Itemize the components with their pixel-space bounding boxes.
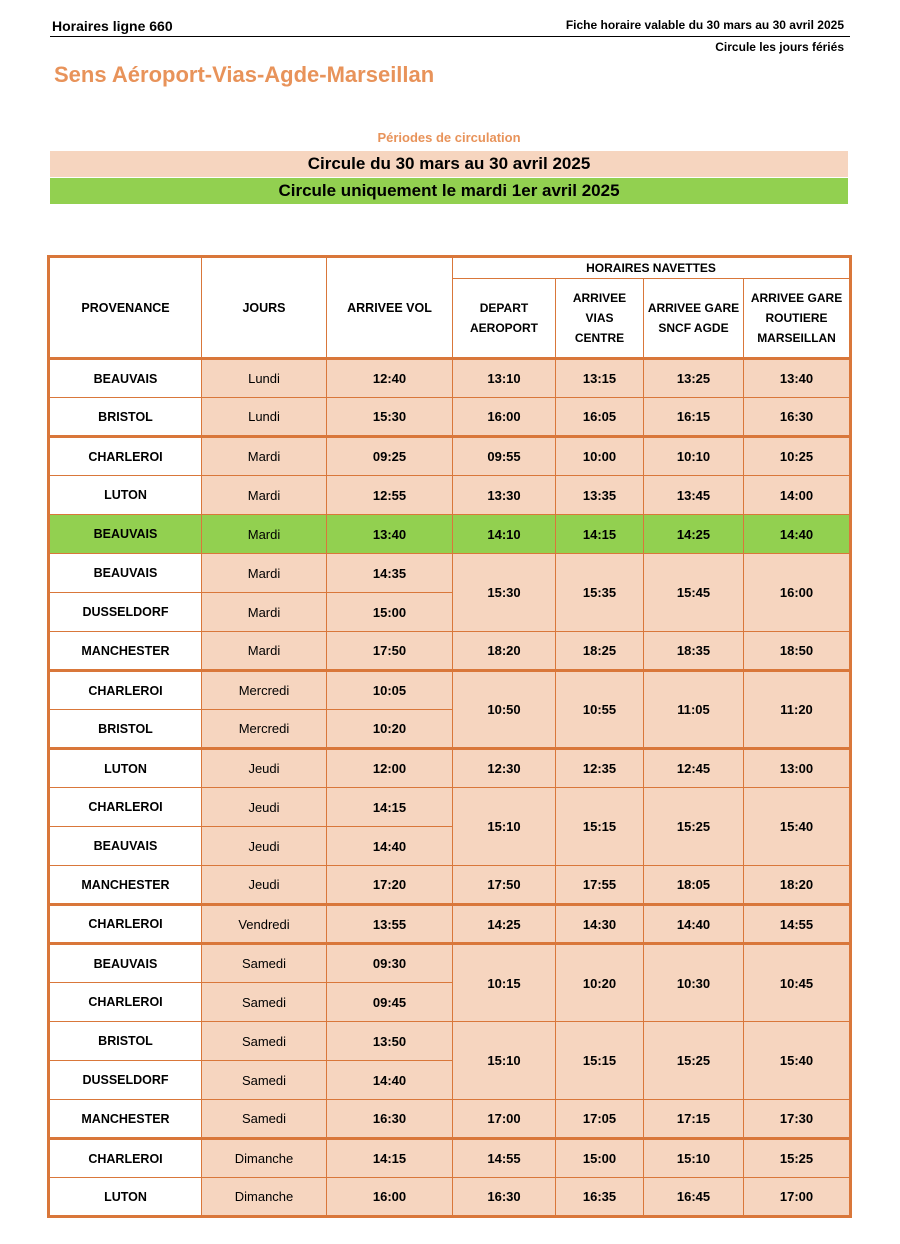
table-row [49, 476, 851, 515]
cell-arrivee-marseillan: 15:25 [744, 1139, 851, 1178]
col-header-provenance: PROVENANCE [49, 257, 202, 359]
cell-provenance: LUTON [49, 476, 202, 515]
periods-title: Périodes de circulation [377, 130, 521, 145]
cell-depart-aeroport: 17:00 [453, 1100, 556, 1139]
col-header-arrivee-agde [644, 279, 744, 359]
cell-arrivee-marseillan: 17:30 [744, 1100, 851, 1139]
cell-arrivee-vias: 10:20 [556, 944, 644, 1022]
cell-arrivee-agde: 16:15 [644, 398, 744, 437]
header-line: CENTRE [574, 331, 625, 345]
cell-arrivee-vias: 15:15 [556, 788, 644, 866]
cell-arrivee-agde: 15:45 [644, 554, 744, 632]
cell-depart-aeroport: 18:20 [453, 632, 556, 671]
col-header-arrivee-marseillan [744, 279, 851, 359]
cell-arrivee-vias: 17:05 [556, 1100, 644, 1139]
header-line: MARSEILLAN [757, 331, 836, 345]
cell-provenance: BEAUVAIS [49, 359, 202, 398]
cell-provenance: BEAUVAIS [49, 827, 202, 866]
cell-day: Dimanche [202, 1139, 327, 1178]
cell-arrivee-agde: 13:45 [644, 476, 744, 515]
cell-depart-aeroport: 16:00 [453, 398, 556, 437]
cell-arrivee-marseillan: 18:20 [744, 866, 851, 905]
cell-day: Mercredi [202, 671, 327, 710]
cell-arrivee-marseillan: 15:40 [744, 1022, 851, 1100]
table-row [49, 866, 851, 905]
cell-arrivee-agde: 16:45 [644, 1178, 744, 1217]
cell-day: Samedi [202, 1022, 327, 1061]
cell-arrivee-marseillan: 14:00 [744, 476, 851, 515]
col-group-horaires-navettes: HORAIRES NAVETTES [453, 257, 851, 279]
cell-arrivee-agde: 14:40 [644, 905, 744, 944]
holidays-note: Circule les jours fériés [715, 40, 844, 54]
cell-depart-aeroport: 13:10 [453, 359, 556, 398]
table-row [49, 944, 851, 983]
cell-day: Vendredi [202, 905, 327, 944]
cell-arrivee-agde: 14:25 [644, 515, 744, 554]
cell-arrivee-vol: 10:20 [327, 710, 453, 749]
header-line: ARRIVEE [572, 291, 627, 305]
cell-arrivee-marseillan: 13:40 [744, 359, 851, 398]
cell-provenance: BEAUVAIS [49, 515, 202, 554]
table-row [49, 359, 851, 398]
cell-arrivee-vol: 10:05 [327, 671, 453, 710]
cell-arrivee-marseillan: 17:00 [744, 1178, 851, 1217]
header-line: DEPART [479, 301, 529, 315]
cell-arrivee-vol: 12:40 [327, 359, 453, 398]
table-row [49, 437, 851, 476]
cell-arrivee-agde: 10:30 [644, 944, 744, 1022]
cell-arrivee-vol: 16:30 [327, 1100, 453, 1139]
cell-depart-aeroport: 16:30 [453, 1178, 556, 1217]
table-row-special [49, 515, 851, 554]
cell-day: Samedi [202, 983, 327, 1022]
cell-depart-aeroport: 15:10 [453, 788, 556, 866]
cell-arrivee-agde: 18:05 [644, 866, 744, 905]
cell-arrivee-agde: 18:35 [644, 632, 744, 671]
cell-provenance: BRISTOL [49, 710, 202, 749]
cell-arrivee-vol: 14:35 [327, 554, 453, 593]
col-header-arrivee-vol: ARRIVEE VOL [327, 257, 453, 359]
cell-provenance: BRISTOL [49, 398, 202, 437]
cell-provenance: CHARLEROI [49, 437, 202, 476]
cell-arrivee-vol: 09:30 [327, 944, 453, 983]
cell-day: Mardi [202, 593, 327, 632]
cell-provenance: BEAUVAIS [49, 554, 202, 593]
cell-arrivee-vol: 17:20 [327, 866, 453, 905]
cell-arrivee-marseillan: 16:00 [744, 554, 851, 632]
cell-arrivee-vol: 15:30 [327, 398, 453, 437]
validity-note: Fiche horaire valable du 30 mars au 30 avril 2025 [565, 18, 844, 32]
cell-arrivee-vol: 13:55 [327, 905, 453, 944]
cell-arrivee-vol: 15:00 [327, 593, 453, 632]
cell-depart-aeroport: 13:30 [453, 476, 556, 515]
cell-arrivee-vias: 13:35 [556, 476, 644, 515]
table-row [49, 905, 851, 944]
cell-arrivee-vol: 17:50 [327, 632, 453, 671]
cell-depart-aeroport: 14:25 [453, 905, 556, 944]
cell-arrivee-vol: 16:00 [327, 1178, 453, 1217]
table-row [49, 632, 851, 671]
cell-arrivee-vias: 14:15 [556, 515, 644, 554]
cell-arrivee-marseillan: 14:40 [744, 515, 851, 554]
cell-depart-aeroport: 15:30 [453, 554, 556, 632]
cell-provenance: DUSSELDORF [49, 593, 202, 632]
cell-arrivee-agde: 11:05 [644, 671, 744, 749]
cell-day: Mardi [202, 476, 327, 515]
cell-day: Lundi [202, 398, 327, 437]
table-row [49, 671, 851, 710]
cell-arrivee-marseillan: 10:45 [744, 944, 851, 1022]
cell-provenance: CHARLEROI [49, 788, 202, 827]
cell-arrivee-vias: 10:00 [556, 437, 644, 476]
cell-provenance: CHARLEROI [49, 1139, 202, 1178]
cell-depart-aeroport: 17:50 [453, 866, 556, 905]
cell-depart-aeroport: 10:15 [453, 944, 556, 1022]
cell-arrivee-vias: 15:15 [556, 1022, 644, 1100]
line-label: Horaires ligne 660 [52, 18, 173, 34]
table-row [49, 788, 851, 827]
cell-provenance: CHARLEROI [49, 905, 202, 944]
cell-arrivee-vias: 13:15 [556, 359, 644, 398]
cell-arrivee-vol: 09:25 [327, 437, 453, 476]
cell-day: Samedi [202, 1061, 327, 1100]
cell-arrivee-agde: 15:25 [644, 1022, 744, 1100]
cell-provenance: MANCHESTER [49, 632, 202, 671]
table-row [49, 749, 851, 788]
cell-provenance: LUTON [49, 749, 202, 788]
cell-depart-aeroport: 10:50 [453, 671, 556, 749]
header-line: AEROPORT [469, 321, 538, 335]
cell-arrivee-vol: 09:45 [327, 983, 453, 1022]
cell-arrivee-vol: 14:15 [327, 1139, 453, 1178]
cell-arrivee-vol: 13:40 [327, 515, 453, 554]
period-band-special: Circule uniquement le mardi 1er avril 2025 [50, 178, 848, 204]
cell-day: Mardi [202, 632, 327, 671]
table-row [49, 398, 851, 437]
cell-provenance: CHARLEROI [49, 983, 202, 1022]
col-header-jours: JOURS [202, 257, 327, 359]
cell-arrivee-vias: 14:30 [556, 905, 644, 944]
cell-arrivee-vias: 15:00 [556, 1139, 644, 1178]
cell-provenance: BEAUVAIS [49, 944, 202, 983]
cell-arrivee-agde: 17:15 [644, 1100, 744, 1139]
cell-provenance: MANCHESTER [49, 1100, 202, 1139]
cell-arrivee-vol: 14:15 [327, 788, 453, 827]
cell-arrivee-marseillan: 16:30 [744, 398, 851, 437]
cell-arrivee-marseillan: 13:00 [744, 749, 851, 788]
cell-arrivee-vias: 16:05 [556, 398, 644, 437]
cell-arrivee-vias: 15:35 [556, 554, 644, 632]
cell-day: Dimanche [202, 1178, 327, 1217]
cell-arrivee-vol: 13:50 [327, 1022, 453, 1061]
cell-provenance: MANCHESTER [49, 866, 202, 905]
cell-day: Samedi [202, 944, 327, 983]
cell-provenance: LUTON [49, 1178, 202, 1217]
header-line: ARRIVEE GARE [750, 291, 843, 305]
table-row [49, 1139, 851, 1178]
cell-arrivee-vol: 14:40 [327, 827, 453, 866]
schedule-table [47, 255, 852, 1218]
cell-arrivee-vias: 17:55 [556, 866, 644, 905]
cell-arrivee-vol: 12:00 [327, 749, 453, 788]
cell-arrivee-marseillan: 14:55 [744, 905, 851, 944]
table-row [49, 1178, 851, 1217]
cell-provenance: BRISTOL [49, 1022, 202, 1061]
col-header-arrivee-vias [556, 279, 644, 359]
header-line: VIAS [585, 311, 614, 325]
header-line: ROUTIERE [765, 311, 828, 325]
table-row [49, 1022, 851, 1061]
cell-depart-aeroport: 15:10 [453, 1022, 556, 1100]
cell-arrivee-agde: 15:25 [644, 788, 744, 866]
cell-arrivee-marseillan: 10:25 [744, 437, 851, 476]
cell-arrivee-marseillan: 18:50 [744, 632, 851, 671]
route-title: Sens Aéroport-Vias-Agde-Marseillan [54, 62, 435, 87]
cell-day: Mardi [202, 437, 327, 476]
cell-arrivee-agde: 15:10 [644, 1139, 744, 1178]
cell-depart-aeroport: 14:10 [453, 515, 556, 554]
cell-day: Jeudi [202, 827, 327, 866]
cell-depart-aeroport: 12:30 [453, 749, 556, 788]
cell-arrivee-agde: 12:45 [644, 749, 744, 788]
cell-day: Samedi [202, 1100, 327, 1139]
cell-day: Mardi [202, 554, 327, 593]
cell-day: Mardi [202, 515, 327, 554]
col-header-depart-aeroport [453, 279, 556, 359]
header-line: SNCF AGDE [658, 321, 729, 335]
cell-arrivee-vias: 12:35 [556, 749, 644, 788]
cell-day: Jeudi [202, 788, 327, 827]
cell-arrivee-vias: 10:55 [556, 671, 644, 749]
cell-day: Jeudi [202, 866, 327, 905]
cell-arrivee-marseillan: 15:40 [744, 788, 851, 866]
cell-depart-aeroport: 09:55 [453, 437, 556, 476]
period-band-main: Circule du 30 mars au 30 avril 2025 [50, 151, 848, 177]
table-row [49, 554, 851, 593]
cell-provenance: DUSSELDORF [49, 1061, 202, 1100]
cell-arrivee-vias: 18:25 [556, 632, 644, 671]
cell-arrivee-marseillan: 11:20 [744, 671, 851, 749]
cell-day: Lundi [202, 359, 327, 398]
cell-depart-aeroport: 14:55 [453, 1139, 556, 1178]
table-row [49, 1100, 851, 1139]
cell-arrivee-vol: 12:55 [327, 476, 453, 515]
cell-arrivee-vol: 14:40 [327, 1061, 453, 1100]
cell-arrivee-vias: 16:35 [556, 1178, 644, 1217]
cell-provenance: CHARLEROI [49, 671, 202, 710]
cell-day: Jeudi [202, 749, 327, 788]
cell-day: Mercredi [202, 710, 327, 749]
header-line: ARRIVEE GARE [647, 301, 740, 315]
cell-arrivee-agde: 13:25 [644, 359, 744, 398]
cell-arrivee-agde: 10:10 [644, 437, 744, 476]
